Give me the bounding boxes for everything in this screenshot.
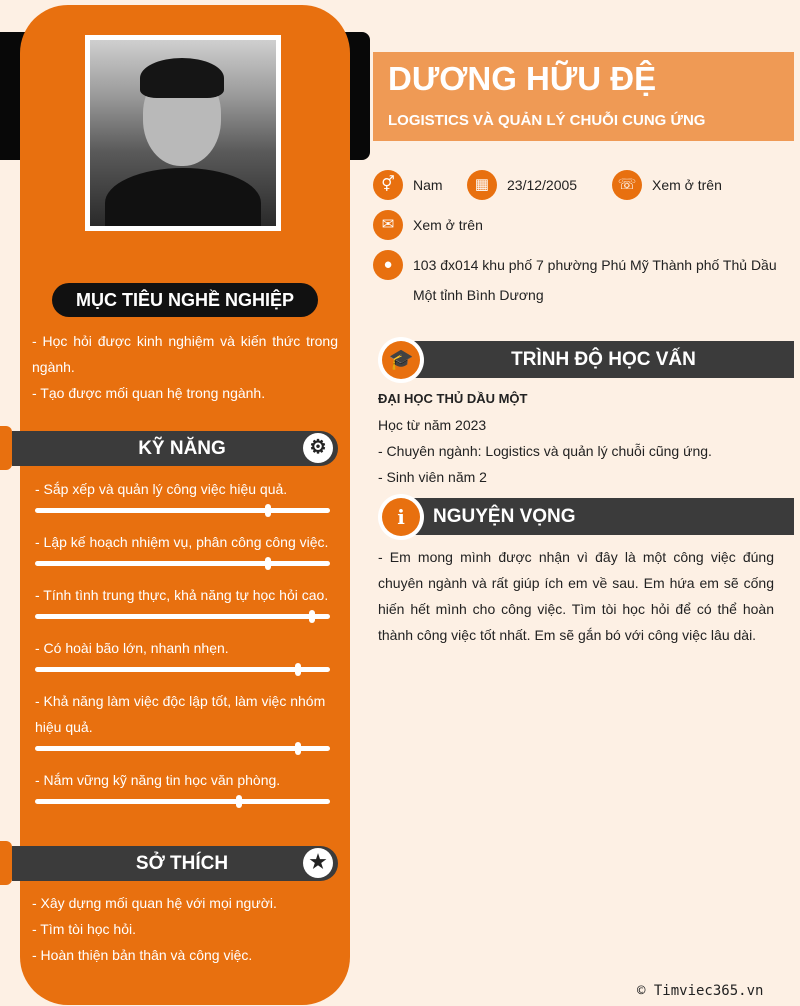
major-title: LOGISTICS VÀ QUẢN LÝ CHUỖI CUNG ỨNG [388, 112, 706, 129]
gender-value: Nam [413, 177, 443, 193]
education-text [378, 386, 794, 490]
hobbies-title: SỞ THÍCH [135, 853, 229, 874]
education-bar [401, 341, 794, 378]
skill-level-bar [35, 614, 330, 619]
hobbies-list [32, 890, 338, 968]
skills-bar [12, 431, 338, 466]
education-line: - Chuyên ngành: Logistics và quản lý chuỗi cũng ứng. [378, 443, 712, 459]
education-icon-ring [378, 337, 424, 383]
calendar-icon: ▦ [467, 170, 497, 200]
skill-level-knob [309, 610, 315, 623]
objective-line: ngành. [32, 359, 75, 375]
skill-label [35, 635, 330, 661]
objective-line: - Học hỏi được kinh nghiệm và kiến thức trong [32, 333, 338, 349]
birthday-value: 23/12/2005 [507, 177, 578, 193]
hobby-item: - Xây dựng mối quan hệ với mọi người. [32, 895, 277, 911]
skills-title: KỸ NĂNG [138, 438, 226, 459]
profile-photo [90, 40, 276, 226]
skill-label [35, 767, 330, 793]
avatar [85, 35, 281, 231]
school-name: ĐẠI HỌC THỦ DẦU MỘT [378, 391, 528, 406]
skill-level-bar [35, 799, 330, 804]
education-period: Học từ năm 2023 [378, 417, 487, 433]
aspiration-bar [401, 498, 794, 535]
email-icon: ✉ [373, 210, 403, 240]
phone-icon: ☏ [612, 170, 642, 200]
objective-line: - Tạo được mối quan hệ trong ngành. [32, 385, 266, 401]
graduation-cap-icon: 🎓 [382, 341, 420, 379]
skill-label-line: hiệu quả. [35, 719, 93, 735]
name-header [373, 52, 794, 141]
photo-body [105, 168, 261, 226]
skill-label [35, 476, 330, 502]
skill-label-line: - Nắm vững kỹ năng tin học văn phòng. [35, 772, 281, 788]
gender-icon: ⚥ [373, 170, 403, 200]
aspiration-line: - Em mong mình được nhận vì đây là một công việc đúng [378, 549, 774, 565]
skill-level-knob [295, 663, 301, 676]
skill-level-knob [265, 557, 271, 570]
aspiration-icon-ring [378, 494, 424, 540]
skill-label [35, 529, 330, 555]
full-name: DƯƠNG HỮU ĐỆ [388, 60, 657, 97]
address-value [413, 250, 777, 310]
skill-level-bar [35, 561, 330, 566]
gear-icon: ⚙ [303, 433, 333, 463]
info-icon: i [382, 498, 420, 536]
skill-level-knob [295, 742, 301, 755]
objective-title: MỤC TIÊU NGHỀ NGHIỆP [52, 283, 318, 317]
address-line: 103 đx014 khu phố 7 phường Phú Mỹ Thành phố Thủ Dầu [413, 257, 777, 273]
skill-label [35, 582, 330, 608]
skill-level-knob [236, 795, 242, 808]
skill-level-knob [265, 504, 271, 517]
aspiration-title: NGUYỆN VỌNG [433, 506, 576, 527]
skill-label-line: - Khả năng làm việc độc lập tốt, làm việc nhóm [35, 693, 326, 709]
aspiration-line: chuyên ngành và rất giúp ích em về sau. Em hứa em sẽ cống [378, 575, 774, 591]
aspiration-line: thành công việc tốt nhất. Em sẽ gắn bó với công việc lâu dài. [378, 627, 757, 643]
address-line: Một tỉnh Bình Dương [413, 287, 544, 303]
skill-level-bar [35, 667, 330, 672]
photo-hair [140, 58, 224, 98]
side-tab-hobbies [0, 841, 12, 885]
skill-label-line: - Tính tình trung thực, khả năng tự học hỏi cao. [35, 587, 329, 603]
skill-level-bar [35, 508, 330, 513]
objective-text [32, 328, 338, 406]
hobby-item: - Tìm tòi học hỏi. [32, 921, 137, 937]
phone-value: Xem ở trên [652, 177, 722, 193]
aspiration-text [378, 544, 774, 648]
education-title: TRÌNH ĐỘ HỌC VẤN [511, 349, 696, 370]
hobbies-bar [12, 846, 338, 881]
skill-label-line: - Sắp xếp và quản lý công việc hiệu quả. [35, 481, 288, 497]
aspiration-line: hiến hết mình cho công việc. Tìm tòi học hỏi để có thể hoàn [378, 601, 774, 617]
skill-label-line: - Lập kế hoạch nhiệm vụ, phân công công việc. [35, 534, 329, 550]
email-value: Xem ở trên [413, 217, 483, 233]
skill-label [35, 688, 330, 740]
education-line: - Sinh viên năm 2 [378, 469, 487, 485]
hobby-item: - Hoàn thiện bản thân và công việc. [32, 947, 253, 963]
star-icon: ★ [303, 848, 333, 878]
side-tab-skills [0, 426, 12, 470]
footer-credit: © Timviec365.vn [637, 983, 764, 999]
location-icon: ● [373, 250, 403, 280]
skill-label-line: - Có hoài bão lớn, nhanh nhẹn. [35, 640, 229, 656]
skill-level-bar [35, 746, 330, 751]
